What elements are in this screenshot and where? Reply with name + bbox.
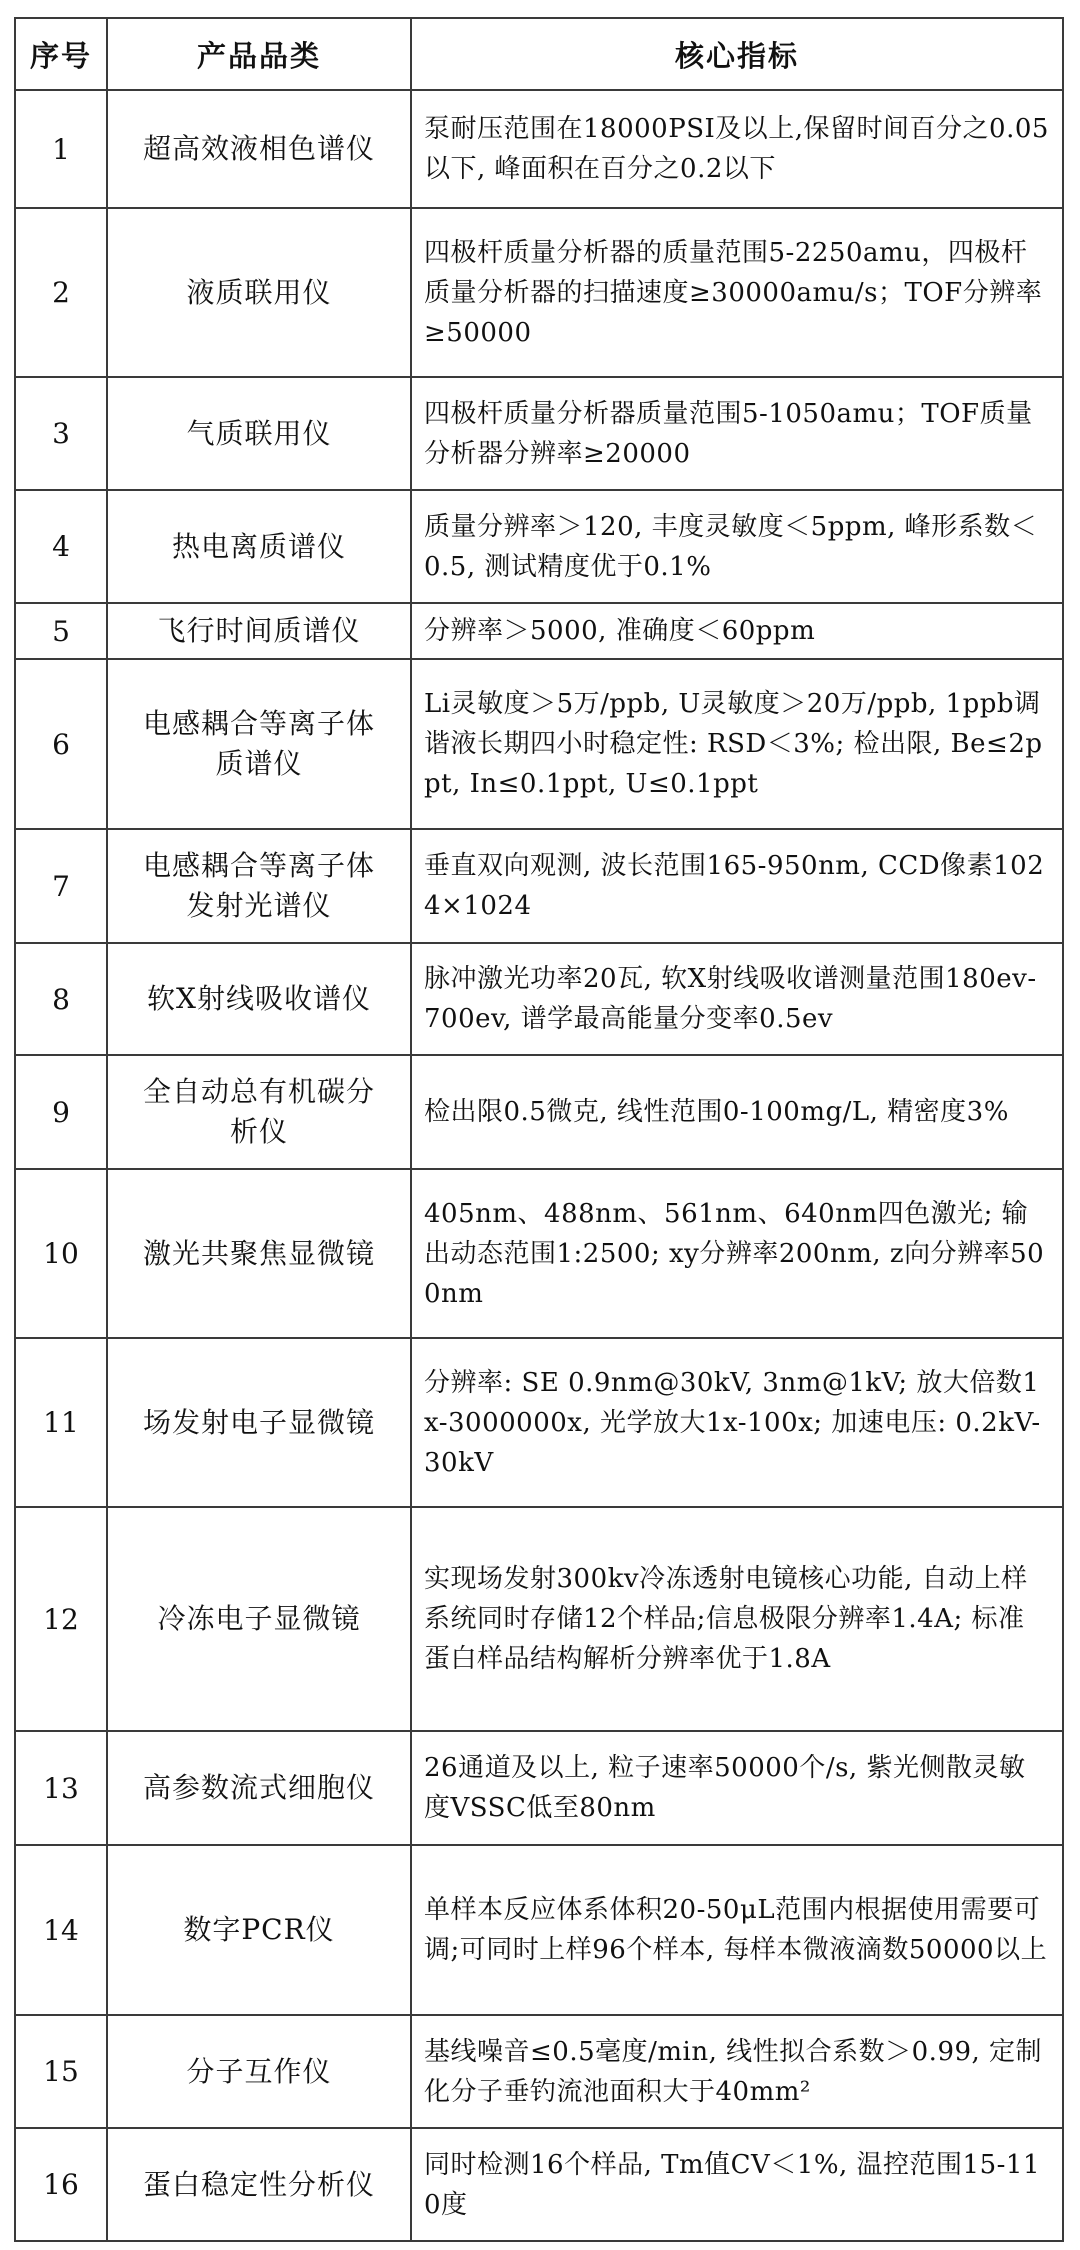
- row-no: 7: [15, 829, 107, 943]
- table-header-row: [15, 18, 1063, 90]
- row-no: 14: [15, 1845, 107, 2015]
- row-no: 13: [15, 1731, 107, 1845]
- table-row: [15, 377, 1063, 490]
- table-row: [15, 1169, 1063, 1338]
- row-category: 热电离质谱仪: [107, 490, 411, 603]
- table-row: [15, 943, 1063, 1055]
- row-spec: 检出限0.5微克, 线性范围0-100mg/L, 精密度3%: [411, 1055, 1063, 1169]
- row-spec: 四极杆质量分析器质量范围5-1050amu；TOF质量分析器分辨率≥20000: [411, 377, 1063, 490]
- row-no: 2: [15, 208, 107, 377]
- table-row: [15, 1055, 1063, 1169]
- row-spec: 26通道及以上, 粒子速率50000个/s, 紫光侧散灵敏度VSSC低至80nm: [411, 1731, 1063, 1845]
- table-row: [15, 90, 1063, 208]
- row-category: 蛋白稳定性分析仪: [107, 2128, 411, 2241]
- row-no: 8: [15, 943, 107, 1055]
- table-row: [15, 829, 1063, 943]
- header-no: 序号: [15, 18, 107, 90]
- row-category: 电感耦合等离子体发射光谱仪: [107, 829, 411, 943]
- row-category: 场发射电子显微镜: [107, 1338, 411, 1507]
- row-category: 超高效液相色谱仪: [107, 90, 411, 208]
- row-no: 3: [15, 377, 107, 490]
- row-spec: 质量分辨率＞120, 丰度灵敏度＜5ppm, 峰形系数＜0.5, 测试精度优于0.1%: [411, 490, 1063, 603]
- spec-table-container: [14, 17, 1062, 2242]
- row-category: 电感耦合等离子体质谱仪: [107, 659, 411, 829]
- row-no: 16: [15, 2128, 107, 2241]
- row-no: 6: [15, 659, 107, 829]
- row-spec: 垂直双向观测, 波长范围165-950nm, CCD像素1024×1024: [411, 829, 1063, 943]
- table-row: [15, 1338, 1063, 1507]
- table-row: [15, 1731, 1063, 1845]
- table-row: [15, 1845, 1063, 2015]
- row-category: 飞行时间质谱仪: [107, 603, 411, 659]
- row-spec: 单样本反应体系体积20-50μL范围内根据使用需要可调;可同时上样96个样本, 每样本微液滴数50000以上: [411, 1845, 1063, 2015]
- table-row: [15, 659, 1063, 829]
- table-row: [15, 1507, 1063, 1731]
- row-no: 15: [15, 2015, 107, 2128]
- row-no: 12: [15, 1507, 107, 1731]
- row-no: 10: [15, 1169, 107, 1338]
- row-category: 高参数流式细胞仪: [107, 1731, 411, 1845]
- row-spec: 分辨率: SE 0.9nm@30kV, 3nm@1kV; 放大倍数1x-3000000x, 光学放大1x-100x; 加速电压: 0.2kV-30kV: [411, 1338, 1063, 1507]
- row-spec: Li灵敏度＞5万/ppb, U灵敏度＞20万/ppb, 1ppb调谐液长期四小时稳定性: RSD＜3%; 检出限, Be≤2ppt, In≤0.1ppt, U≤0.1ppt: [411, 659, 1063, 829]
- row-no: 9: [15, 1055, 107, 1169]
- row-category: 软X射线吸收谱仪: [107, 943, 411, 1055]
- row-spec: 脉冲激光功率20瓦, 软X射线吸收谱测量范围180ev-700ev, 谱学最高能量分变率0.5ev: [411, 943, 1063, 1055]
- instrument-spec-table: [14, 17, 1064, 2242]
- row-spec: 四极杆质量分析器的质量范围5-2250amu，四极杆质量分析器的扫描速度≥30000amu/s；TOF分辨率≥50000: [411, 208, 1063, 377]
- row-category: 液质联用仪: [107, 208, 411, 377]
- row-spec: 实现场发射300kv冷冻透射电镜核心功能, 自动上样系统同时存储12个样品;信息极限分辨率1.4A; 标准蛋白样品结构解析分辨率优于1.8A: [411, 1507, 1063, 1731]
- row-category: 分子互作仪: [107, 2015, 411, 2128]
- row-no: 4: [15, 490, 107, 603]
- row-category: 气质联用仪: [107, 377, 411, 490]
- row-spec: 泵耐压范围在18000PSI及以上,保留时间百分之0.05以下, 峰面积在百分之0.2以下: [411, 90, 1063, 208]
- row-spec: 405nm、488nm、561nm、640nm四色激光; 输出动态范围1:2500; xy分辨率200nm, z向分辨率500nm: [411, 1169, 1063, 1338]
- table-row: [15, 2128, 1063, 2241]
- row-spec: 基线噪音≤0.5毫度/min, 线性拟合系数＞0.99, 定制化分子垂钓流池面积大于40mm²: [411, 2015, 1063, 2128]
- row-spec: 同时检测16个样品, Tm值CV＜1%, 温控范围15-110度: [411, 2128, 1063, 2241]
- table-row: [15, 603, 1063, 659]
- row-category: 全自动总有机碳分析仪: [107, 1055, 411, 1169]
- table-row: [15, 208, 1063, 377]
- table-row: [15, 2015, 1063, 2128]
- row-category: 冷冻电子显微镜: [107, 1507, 411, 1731]
- table-row: [15, 490, 1063, 603]
- header-category: 产品品类: [107, 18, 411, 90]
- row-no: 5: [15, 603, 107, 659]
- row-no: 1: [15, 90, 107, 208]
- row-spec: 分辨率＞5000, 准确度＜60ppm: [411, 603, 1063, 659]
- row-category: 激光共聚焦显微镜: [107, 1169, 411, 1338]
- row-no: 11: [15, 1338, 107, 1507]
- header-spec: 核心指标: [411, 18, 1063, 90]
- row-category: 数字PCR仪: [107, 1845, 411, 2015]
